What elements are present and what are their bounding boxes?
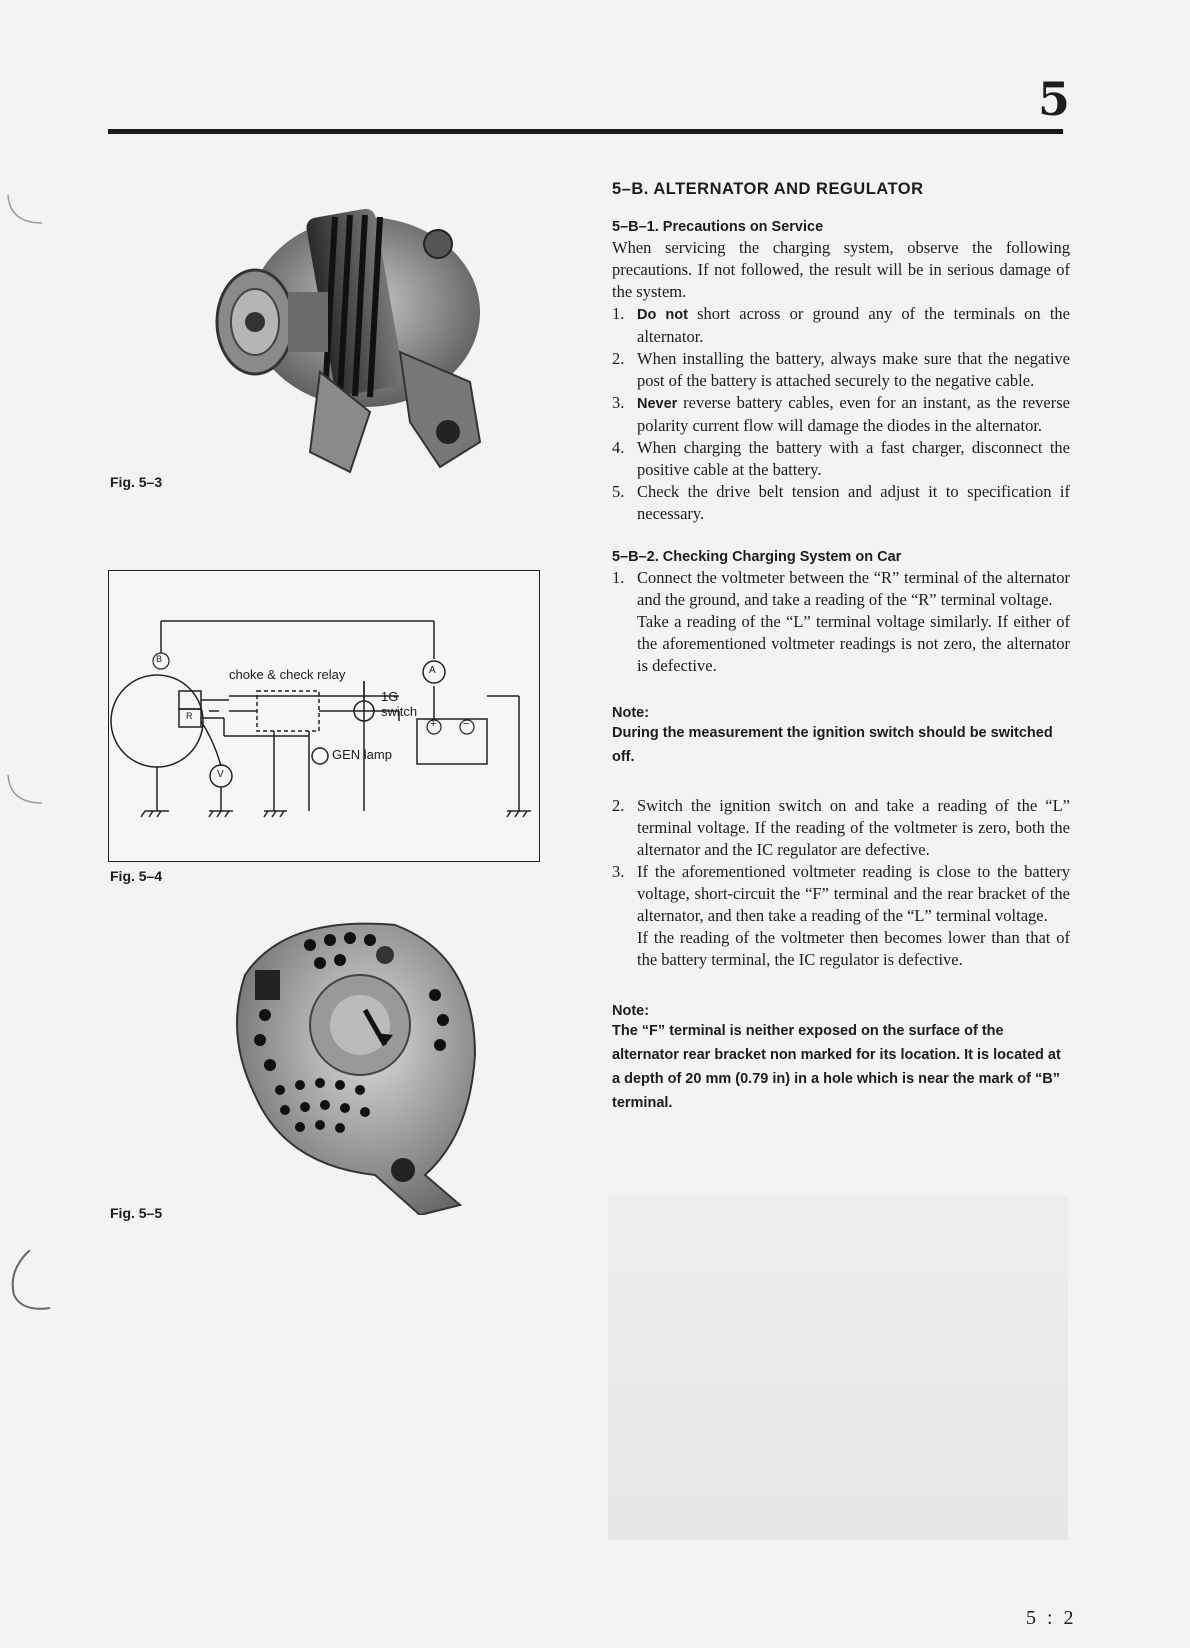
alternator-photo [200, 182, 500, 482]
item-text: short across or ground any of the terminals on the alternator. [637, 304, 1070, 346]
page-number: 5 : 2 [1026, 1607, 1077, 1629]
ig-switch-line2: switch [381, 704, 418, 719]
terminal-b-label: B [156, 654, 163, 664]
item-number: 3. [612, 393, 625, 412]
checking-list-1 [612, 567, 1070, 677]
fig-5-5-label: Fig. 5–5 [110, 1205, 163, 1221]
item-text-continued: If the reading of the voltmeter then becomes lower than that of the battery terminal, the IC regulator is defective. [637, 928, 1070, 969]
ig-switch-line1: 1G [381, 689, 399, 704]
item-number: 2. [612, 349, 625, 368]
checking-list-2 [612, 795, 1070, 971]
item-number: 4. [612, 438, 625, 457]
item-text: If the aforementioned voltmeter reading is close to the battery voltage, short-circuit the “F” terminal and the rear bracket of the alternator, and then take a reading of the “L” terminal voltage. [637, 862, 1070, 925]
check-item [612, 861, 1070, 971]
fig-5-4-label: Fig. 5–4 [110, 868, 163, 884]
precaution-item [612, 481, 1070, 525]
item-emphasis: Do not [637, 307, 688, 323]
item-text: When installing the battery, always make sure that the negative post of the battery is attached securely to the negative cable. [637, 349, 1070, 390]
section-title: 5–B. ALTERNATOR AND REGULATOR [612, 180, 924, 198]
header-rule [108, 129, 1063, 134]
precaution-item [612, 303, 1070, 348]
ig-switch-label [381, 689, 417, 719]
alternator-rear-illustration [225, 915, 490, 1215]
check-item [612, 795, 1070, 861]
note-2-label: Note: [612, 1003, 650, 1019]
note-2-text: The “F” terminal is neither exposed on the surface of the alternator rear bracket non marked for its location. It is located at a depth of 20 mm (0.79 in) in a hole which is near the mark of “B” terminal. [612, 1023, 1061, 1111]
item-text: When charging the battery with a fast charger, disconnect the positive cable at the battery. [637, 438, 1070, 479]
precautions-list [612, 303, 1070, 525]
sub2-title: 5–B–2. Checking Charging System on Car [612, 549, 902, 565]
fig-5-3-label: Fig. 5–3 [110, 474, 163, 490]
item-number: 3. [612, 862, 625, 881]
alternator-rear-photo [225, 915, 490, 1215]
item-emphasis: Never [637, 396, 678, 412]
check-item [612, 567, 1070, 677]
precaution-item [612, 392, 1070, 437]
item-text-continued: Take a reading of the “L” terminal voltage similarly. If either of the aforementioned voltmeter readings is not zero, the alternator is defective. [637, 612, 1070, 675]
item-text: Switch the ignition switch on and take a reading of the “L” terminal voltage. If the reading of the voltmeter is zero, both the alternator and the IC regulator are defective. [637, 796, 1070, 859]
binding-hole-mark [0, 195, 50, 235]
item-number: 1. [612, 568, 625, 587]
binding-hole-mark [0, 775, 50, 815]
wiring-diagram-lines [109, 571, 539, 861]
sub1-intro: When servicing the charging system, observe the following precautions. If not followed, the result will be in serious damage of the system. [612, 238, 1070, 301]
precaution-item [612, 437, 1070, 481]
alternator-illustration [200, 182, 500, 482]
note-1-label: Note: [612, 705, 650, 721]
item-text: Check the drive belt tension and adjust it to specification if necessary. [637, 482, 1070, 523]
precaution-item [612, 348, 1070, 392]
item-number: 2. [612, 796, 625, 815]
item-number: 5. [612, 482, 625, 501]
background-show-through [608, 1195, 1068, 1540]
note-1-text: During the measurement the ignition switch should be switched off. [612, 725, 1053, 765]
terminal-r-label: R [186, 711, 193, 721]
section-body [612, 180, 1070, 1115]
item-number: 1. [612, 304, 625, 323]
sub1-title: 5–B–1. Precautions on Service [612, 219, 824, 235]
gen-lamp-label: GEN lamp [332, 747, 392, 762]
chapter-number: 5 [1038, 72, 1071, 126]
battery-plus: + [430, 718, 437, 730]
item-text: reverse battery cables, even for an instant, as the reverse polarity current flow will damage the diodes in the alternator. [637, 393, 1070, 435]
choke-relay-label: choke & check relay [229, 667, 346, 682]
ammeter-label: A [429, 665, 436, 676]
battery-minus: − [463, 718, 470, 730]
voltmeter-label: V [217, 769, 224, 780]
binding-hole-mark [0, 1250, 60, 1320]
item-text: Connect the voltmeter between the “R” terminal of the alternator and the ground, and take a reading of the “R” terminal voltage. [637, 568, 1070, 609]
wiring-diagram [108, 570, 540, 862]
